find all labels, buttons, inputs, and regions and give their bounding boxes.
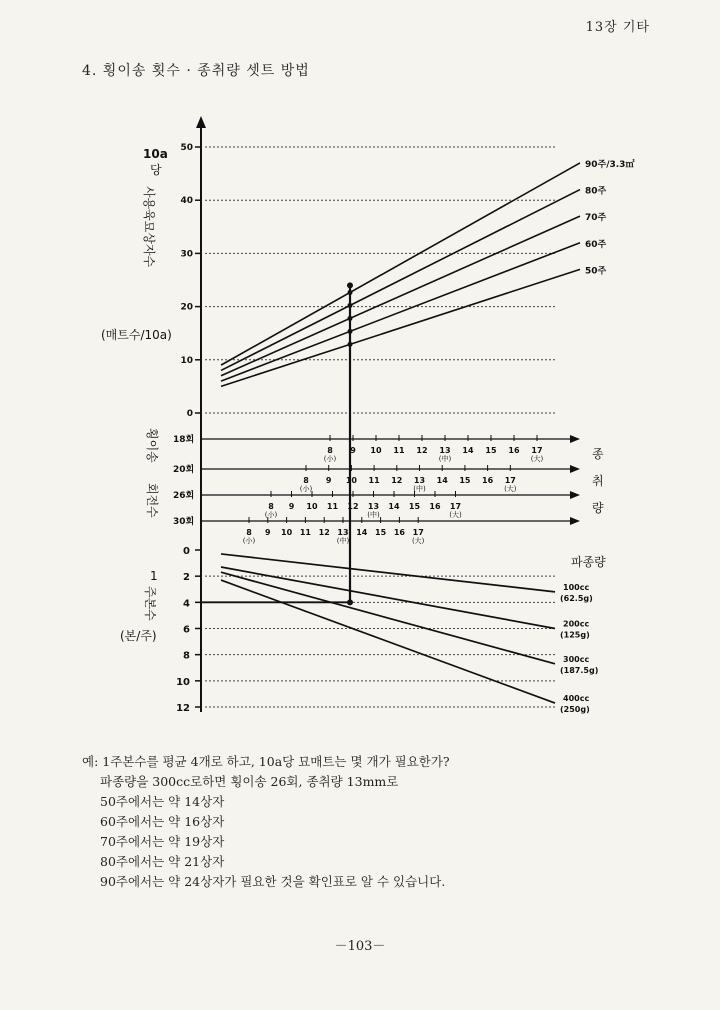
- series-line-70주: [221, 216, 580, 376]
- scale-tick-label: 14: [356, 528, 368, 537]
- scale-tick-label: 13: [439, 446, 451, 455]
- note-line: 예: 1주본수를 평균 4개로 하고, 10a당 묘매트는 몇 개가 필요한가?: [82, 754, 450, 769]
- scale-row-label: 26회: [173, 491, 195, 501]
- top-ylabel-unit: (매트수/10a): [101, 328, 172, 342]
- y-tick-label: 8: [183, 650, 190, 662]
- seeding-legend-title: 파종량: [571, 555, 606, 569]
- scale-row-label: 20회: [173, 465, 195, 475]
- y-tick-label: 10: [176, 676, 190, 688]
- middle-ylabel-line-1: 횡이송: [145, 428, 159, 463]
- note-line: 파종량을 300cc로하면 횡이송 26회, 종취량 13mm로: [100, 774, 399, 789]
- scale-tick-label: 16: [429, 502, 441, 511]
- section-title: 4. 횡이송 횟수 · 종취량 셋트 방법: [82, 63, 310, 79]
- scale-tag: (小): [323, 455, 337, 463]
- bottom-ylabel-unit: (본/주): [120, 629, 157, 643]
- middle-ylabel-line-2: 회전수: [145, 483, 159, 518]
- scale-tag: (大): [504, 485, 517, 493]
- scale-tag: (大): [449, 511, 462, 519]
- scale-tick-label: 10: [345, 476, 357, 485]
- series-line-50주: [221, 269, 580, 386]
- seeding-sublabel: (125g): [560, 630, 590, 640]
- y-axis-arrow: [196, 116, 206, 128]
- scale-tag: (大): [411, 537, 425, 545]
- scale-tick-label: 14: [462, 446, 474, 455]
- scale-row-arrow: [570, 517, 580, 525]
- y-tick-label: 6: [183, 624, 190, 636]
- scale-tick-label: 8: [268, 502, 274, 511]
- scale-tick-label: 11: [368, 476, 380, 485]
- scale-tick-label: 8: [303, 476, 309, 485]
- top-ylabel-line-3: 사용육묘상자수: [142, 186, 156, 268]
- scale-tick-label: 10: [370, 446, 382, 455]
- scale-tick-label: 13: [413, 476, 426, 485]
- bottom-ylabel-line-2: 주본수: [143, 586, 157, 621]
- right-label-2: 취: [592, 474, 604, 488]
- scale-tag: (大): [530, 455, 544, 463]
- scale-tag: (中): [438, 455, 452, 463]
- scale-tick-label: 16: [393, 528, 405, 537]
- y-tick-label: 20: [180, 302, 193, 313]
- example-marker: [348, 303, 353, 308]
- scale-tick-label: 12: [347, 502, 359, 511]
- scale-tick-label: 12: [391, 476, 403, 485]
- right-label-3: 량: [592, 501, 604, 515]
- scale-tick-label: 9: [350, 446, 356, 455]
- scale-row-label: 18회: [173, 435, 195, 445]
- scale-row-arrow: [570, 465, 580, 473]
- scale-tag: (小): [264, 511, 278, 519]
- series-line-80주: [221, 190, 580, 371]
- example-marker: [348, 290, 353, 295]
- scale-tick-label: 11: [299, 528, 311, 537]
- scale-tick-label: 13: [367, 502, 380, 511]
- example-marker: [348, 316, 353, 321]
- bottom-ylabel-line-1: 1: [150, 569, 158, 583]
- scale-tick-label: 11: [393, 446, 405, 455]
- scale-tag: (中): [367, 511, 380, 519]
- example-note: [82, 752, 450, 892]
- y-tick-label: 0: [186, 409, 193, 419]
- page-number: －103－: [334, 939, 386, 954]
- scale-tick-label: 17: [504, 476, 516, 485]
- scale-tag: (小): [242, 537, 256, 545]
- scale-tick-label: 16: [482, 476, 494, 485]
- scale-tick-label: 14: [436, 476, 448, 485]
- scale-tag: (小): [299, 485, 313, 493]
- note-line: 50주에서는 약 14상자: [100, 794, 225, 809]
- y-tick-label: 0: [183, 546, 190, 557]
- y-tick-label: 2: [183, 572, 190, 584]
- scale-tick-label: 15: [485, 446, 497, 455]
- scale-tick-label: 8: [246, 528, 252, 537]
- seeding-label: 300cc: [563, 654, 590, 664]
- series-label: 90주/3.3㎡: [585, 159, 635, 170]
- scale-tick-label: 17: [531, 446, 543, 455]
- scale-tick-label: 12: [318, 528, 330, 537]
- seeding-sublabel: (187.5g): [560, 665, 599, 675]
- y-tick-label: 10: [180, 355, 193, 366]
- note-line: 60주에서는 약 16상자: [100, 814, 225, 829]
- scale-tag: (中): [413, 485, 426, 493]
- scale-tick-label: 17: [412, 528, 424, 537]
- seeding-sublabel: (62.5g): [560, 593, 593, 603]
- scale-tick-label: 15: [375, 528, 387, 537]
- series-label: 70주: [585, 213, 607, 224]
- series-label: 50주: [585, 266, 607, 277]
- top-ylabel-line-2: 당: [150, 163, 162, 177]
- seeding-label: 100cc: [563, 582, 590, 592]
- scale-tick-label: 9: [265, 528, 271, 537]
- scale-tick-label: 8: [327, 446, 333, 455]
- scale-row-label: 30회: [173, 517, 195, 527]
- example-marker: [348, 329, 353, 334]
- note-line: 70주에서는 약 19상자: [100, 834, 225, 849]
- y-tick-label: 4: [183, 598, 190, 610]
- note-line: 90주에서는 약 24상자가 필요한 것을 확인표로 알 수 있습니다.: [100, 874, 446, 889]
- scale-tick-label: 10: [306, 502, 318, 511]
- scale-tick-label: 9: [288, 502, 295, 511]
- series-label: 80주: [585, 186, 607, 197]
- y-tick-label: 12: [176, 703, 190, 714]
- scale-tick-label: 15: [408, 502, 421, 511]
- example-marker: [348, 342, 353, 347]
- y-tick-label: 30: [180, 249, 193, 260]
- series-label: 60주: [585, 239, 607, 250]
- scale-tag: (中): [336, 537, 350, 545]
- scale-tick-label: 17: [449, 502, 462, 511]
- scale-tick-label: 11: [326, 502, 339, 511]
- example-marker: [347, 282, 353, 288]
- scale-tick-label: 16: [508, 446, 520, 455]
- right-label-1: 종: [592, 447, 604, 461]
- scale-tick-label: 12: [416, 446, 428, 455]
- y-tick-label: 40: [180, 196, 193, 207]
- scale-tick-label: 15: [459, 476, 471, 485]
- seeding-label: 200cc: [563, 619, 590, 629]
- seeding-label: 400cc: [563, 694, 590, 704]
- y-tick-label: 50: [180, 143, 193, 153]
- note-line: 80주에서는 약 21상자: [100, 854, 225, 869]
- scale-row-arrow: [570, 435, 580, 443]
- seeding-sublabel: (250g): [560, 705, 590, 715]
- top-ylabel-line-1: 10a: [143, 147, 168, 161]
- scale-row-arrow: [570, 491, 580, 499]
- scale-tick-label: 14: [388, 502, 400, 511]
- scale-tick-label: 10: [281, 528, 293, 537]
- chapter-header: 13장 기타: [585, 20, 650, 35]
- scale-tick-label: 13: [337, 528, 349, 537]
- scale-tick-label: 9: [325, 476, 332, 485]
